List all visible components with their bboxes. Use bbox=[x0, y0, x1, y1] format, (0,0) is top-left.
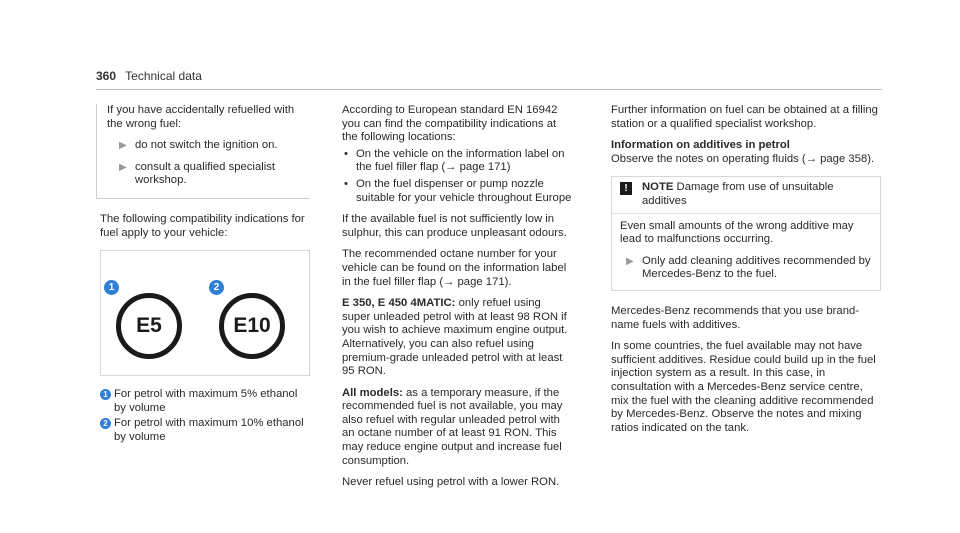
list-item bbox=[342, 148, 572, 175]
bullet-text: On the vehicle on the information label on the fuel filler flap (→ page 171) bbox=[356, 147, 565, 174]
lower-ron-paragraph: Never refuel using petrol with a lower RON. bbox=[342, 476, 560, 489]
bullet-icon: • bbox=[344, 177, 348, 190]
note-title: Damage from use of unsuitable additives bbox=[642, 181, 834, 207]
compat-intro: The following compatibility indications for fuel apply to your vehicle: bbox=[100, 212, 305, 239]
note-box bbox=[611, 176, 881, 291]
wrong-fuel-intro: If you have accidentally refuelled with the wrong fuel: bbox=[107, 104, 295, 130]
note-label: NOTE bbox=[642, 181, 674, 194]
step-arrow-icon: ▶ bbox=[626, 255, 634, 267]
column-2 bbox=[342, 104, 572, 490]
legend-number: 2 bbox=[100, 418, 111, 429]
bullet-text: On the fuel dispenser or pump nozzle suitable for your vehicle throughout Europe bbox=[356, 177, 572, 204]
legend-number: 1 bbox=[100, 389, 111, 400]
sulphur-paragraph: If the available fuel is not sufficiently low in sulphur, this can produce unpleasant odours. bbox=[342, 213, 567, 239]
step-text: Only add cleaning additives recommended by Mercedes-Benz to the fuel. bbox=[642, 254, 871, 281]
warning-icon: ! bbox=[620, 182, 632, 195]
list-item bbox=[342, 178, 572, 205]
step-item bbox=[107, 161, 310, 188]
step-item bbox=[107, 139, 310, 153]
legend-item bbox=[100, 388, 310, 415]
figure-legend bbox=[100, 388, 310, 444]
legend-text: For petrol with maximum 10% ethanol by volume bbox=[114, 417, 304, 443]
legend-item bbox=[100, 417, 310, 444]
step-text: consult a qualified specialist workshop. bbox=[135, 160, 276, 187]
note-body bbox=[612, 214, 880, 290]
all-models-label: All models: bbox=[342, 386, 403, 399]
e10-badge: E10 bbox=[219, 293, 285, 359]
column-1 bbox=[100, 104, 310, 445]
note-text: Even small amounts of the wrong additive may lead to malfunctions occurring. bbox=[620, 219, 854, 246]
e350-text: only refuel using super unleaded petrol with at least 98 RON if you wish to achieve maximum engine output. Alternatively, you can also refuel using premium-grade unleaded petrol with at least 95 RON. bbox=[342, 297, 568, 378]
e5-badge: E5 bbox=[116, 293, 182, 359]
step-item bbox=[620, 255, 872, 282]
all-models-text: as a temporary measure, if the recommended fuel is not available, you may also refuel with regular unleaded petrol with an octane number of at least 91 RON. This may reduce engine output and increase fuel consumption. bbox=[342, 386, 563, 467]
note-header bbox=[612, 177, 880, 213]
callout-1: 1 bbox=[104, 280, 119, 295]
step-arrow-icon: ▶ bbox=[119, 161, 127, 173]
step-text: do not switch the ignition on. bbox=[135, 139, 278, 152]
step-arrow-icon: ▶ bbox=[119, 140, 127, 152]
column-3 bbox=[611, 104, 881, 435]
brand-fuels-paragraph: Mercedes-Benz recommends that you use brand-name fuels with additives. bbox=[611, 304, 860, 331]
callout-2: 2 bbox=[209, 280, 224, 295]
additives-heading: Information on additives in petrol bbox=[611, 139, 790, 152]
octane-paragraph: The recommended octane number for your vehicle can be found on the information label in the fuel filler flap (→ page 171). bbox=[342, 248, 567, 288]
further-info-paragraph: Further information on fuel can be obtained at a filling station or a qualified specialist workshop. bbox=[611, 104, 878, 130]
countries-paragraph: In some countries, the fuel available may not have sufficient additives. Residue could build up in the fuel injection system as a result. In this case, in consultation with a Mercedes-Benz service centre, mix the fuel with the cleaning additive recommended by Mercedes-Benz. Observe the notes and mixing ratios indicated on the tank. bbox=[611, 340, 876, 434]
section-title: Technical data bbox=[125, 69, 202, 83]
wrong-fuel-box bbox=[96, 104, 310, 199]
all-models-paragraph bbox=[342, 387, 572, 469]
e350-label: E 350, E 450 4MATIC: bbox=[342, 297, 456, 310]
compat-figure bbox=[100, 250, 310, 376]
header-divider bbox=[96, 89, 882, 90]
legend-text: For petrol with maximum 5% ethanol by volume bbox=[114, 388, 298, 414]
locations-intro: According to European standard EN 16942 you can find the compatibility indications at the following locations: bbox=[342, 104, 558, 144]
e350-paragraph bbox=[342, 297, 572, 379]
bullet-icon: • bbox=[344, 147, 348, 160]
additives-text: Observe the notes on operating fluids (→ page 358). bbox=[611, 152, 875, 165]
page-header bbox=[96, 70, 202, 84]
page-number: 360 bbox=[96, 69, 117, 83]
